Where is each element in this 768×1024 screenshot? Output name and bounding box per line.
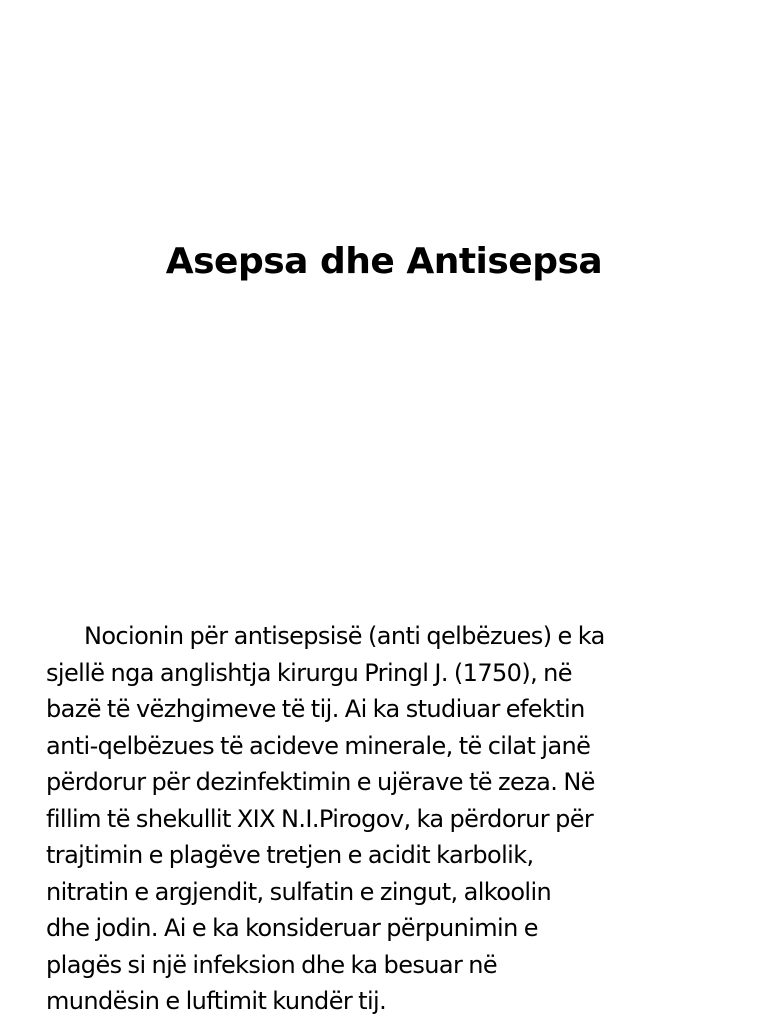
paragraph-line: Nocionin për antisepsisë (anti qelbëzues) e ka [84, 622, 605, 650]
paragraph-line: trajtimin e plagëve tretjen e acidit karbolik, [46, 841, 534, 869]
slide-body-paragraph [46, 618, 736, 1020]
paragraph-line: sjellë nga anglishtja kirurgu Pringl J. (1750), në [46, 658, 572, 687]
paragraph-line: fillim të shekullit XIX N.I.Pirogov, ka përdorur për [46, 804, 594, 833]
paragraph-line: nitratin e argjendit, sulfatin e zingut, alkoolin [46, 877, 552, 906]
paragraph-line: anti-qelbëzues të acideve minerale, të cilat janë [46, 731, 591, 760]
paragraph-line: bazë të vëzhgimeve të tij. Ai ka studiuar efektin [46, 695, 585, 723]
paragraph-line: plagës si një infeksion dhe ka besuar në [46, 950, 498, 979]
paragraph-line: përdorur për dezinfektimin e ujërave të zeza. Në [46, 768, 595, 796]
paragraph-line: mundësin e luftimit kundër tij. [46, 987, 387, 1015]
slide-title: Asepsa dhe Antisepsa [165, 241, 603, 282]
paragraph-line: dhe jodin. Ai e ka konsideruar përpunimin e [46, 914, 538, 942]
